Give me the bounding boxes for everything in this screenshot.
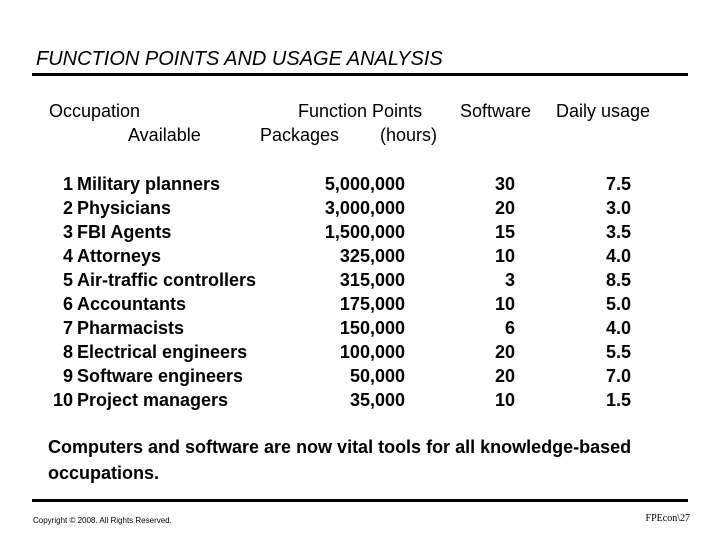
row-number: 7 (62, 318, 73, 338)
row-number: 2 (62, 198, 73, 218)
row-number: 3 (62, 222, 73, 242)
daily-usage-cell: 5.5 (605, 342, 631, 362)
table-row (0, 340, 720, 364)
software-cell: 20 (494, 342, 515, 362)
software-cell: 20 (494, 198, 515, 218)
table-row (0, 388, 720, 412)
row-number: 5 (62, 270, 73, 290)
occupation-cell: Project managers (77, 390, 229, 410)
footer-rule (32, 499, 688, 502)
occupation-cell: Physicians (77, 198, 172, 218)
occupation-cell: Attorneys (77, 246, 162, 266)
function-points-cell: 325,000 (339, 246, 405, 266)
software-cell: 3 (504, 270, 515, 290)
occupation-cell: Software engineers (77, 366, 244, 386)
header-software: Software (460, 101, 532, 121)
function-points-cell: 5,000,000 (324, 174, 405, 194)
function-points-cell: 1,500,000 (324, 222, 405, 242)
occupation-cell: Electrical engineers (77, 342, 248, 362)
row-number: 1 (62, 174, 73, 194)
daily-usage-cell: 7.5 (605, 174, 631, 194)
copyright-text: Copyright © 2008. All Rights Reserved. (33, 516, 172, 525)
software-cell: 20 (494, 366, 515, 386)
header-packages: Packages (260, 125, 340, 145)
daily-usage-cell: 4.0 (605, 246, 631, 266)
software-cell: 10 (494, 390, 515, 410)
function-points-cell: 50,000 (349, 366, 405, 386)
row-number: 8 (62, 342, 73, 362)
function-points-cell: 35,000 (349, 390, 405, 410)
software-cell: 10 (494, 294, 515, 314)
occupation-cell: Accountants (77, 294, 187, 314)
slide-title: FUNCTION POINTS AND USAGE ANALYSIS (36, 48, 443, 70)
daily-usage-cell: 7.0 (605, 366, 631, 386)
header-function-points: Function Points (298, 101, 423, 121)
header-hours: (hours) (380, 125, 438, 145)
row-number: 6 (62, 294, 73, 314)
table-row (0, 292, 720, 316)
title-underline-rule (32, 73, 688, 76)
daily-usage-cell: 3.5 (605, 222, 631, 242)
software-cell: 15 (494, 222, 515, 242)
table-row (0, 316, 720, 340)
function-points-cell: 175,000 (339, 294, 405, 314)
software-cell: 6 (504, 318, 515, 338)
row-number: 10 (52, 390, 73, 410)
occupation-cell: FBI Agents (77, 222, 172, 242)
daily-usage-cell: 3.0 (605, 198, 631, 218)
table-row (0, 364, 720, 388)
table-row (0, 220, 720, 244)
summary-note: Computers and software are now vital tools for all knowledge-based occupations. (48, 437, 632, 483)
row-number: 9 (62, 366, 73, 386)
daily-usage-cell: 8.5 (605, 270, 631, 290)
table-row (0, 172, 720, 196)
header-daily-usage: Daily usage (556, 101, 651, 121)
occupation-cell: Air-traffic controllers (77, 270, 257, 290)
header-occupation: Occupation (49, 101, 141, 121)
header-available: Available (128, 125, 201, 145)
page-id: FPEcon\27 (645, 513, 690, 524)
daily-usage-cell: 1.5 (605, 390, 631, 410)
table-row (0, 244, 720, 268)
software-cell: 10 (494, 246, 515, 266)
daily-usage-cell: 5.0 (605, 294, 631, 314)
occupation-cell: Military planners (77, 174, 221, 194)
daily-usage-cell: 4.0 (605, 318, 631, 338)
row-number: 4 (62, 246, 73, 266)
function-points-cell: 150,000 (339, 318, 405, 338)
table-row (0, 196, 720, 220)
software-cell: 30 (494, 174, 515, 194)
function-points-cell: 100,000 (339, 342, 405, 362)
occupation-table (0, 172, 720, 412)
table-row (0, 268, 720, 292)
occupation-cell: Pharmacists (77, 318, 185, 338)
function-points-cell: 3,000,000 (324, 198, 405, 218)
function-points-cell: 315,000 (339, 270, 405, 290)
